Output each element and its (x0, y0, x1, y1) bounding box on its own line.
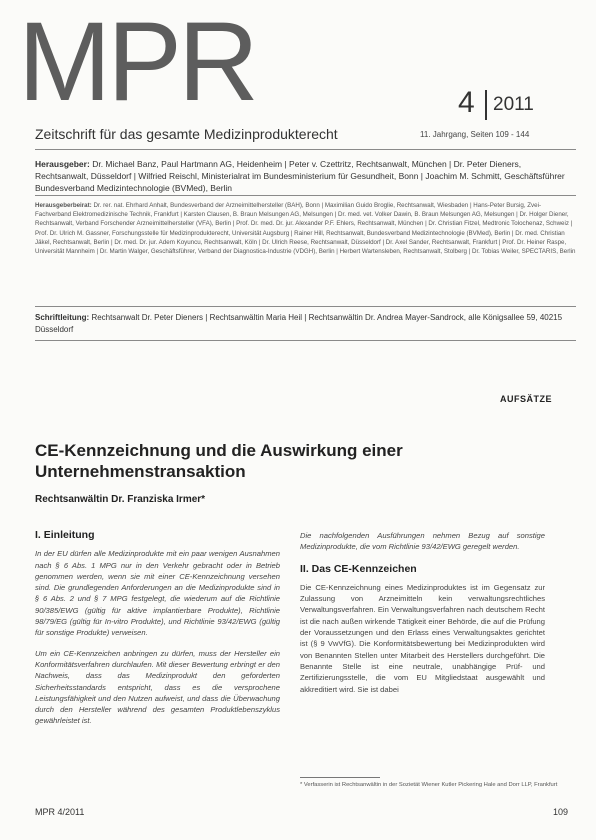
journal-subtitle: Zeitschrift für das gesamte Medizinprodukterecht (35, 126, 338, 142)
footer-journal: MPR 4/2011 (35, 807, 85, 817)
advisory-board-label: Herausgeberbeirat: (35, 202, 92, 209)
footnote-rule (300, 777, 380, 778)
issue-year: 2011 (493, 94, 534, 115)
header-bottom-divider (35, 340, 576, 341)
page-number: 109 (553, 807, 569, 817)
paragraph-3: Die nachfolgenden Ausführungen nehmen Bezug auf sonstige Medizinprodukte, die vom Richtlinie 93/42/EWG geregelt werden. (300, 531, 545, 552)
paragraph-2: Um ein CE-Kennzeichen anbringen zu dürfen, muss der Hersteller ein Konformitätsverfahren durchlaufen. Mit dieser Bewertung erbringt er den Nachweis, dass das Medizinprodukt den geforderten Sicherheitsstandards entspricht, dass es die versprochene Leistungsfähigkeit und den Nutzen aufweist, und dass die Überwachung durch den Hersteller während des gesamten Produktlebenszyklus gewährleistet ist. (35, 648, 280, 726)
issue-badge (458, 86, 576, 122)
journal-logo: MPR (18, 0, 255, 124)
management-block (35, 312, 576, 336)
issue-separator (485, 90, 487, 120)
management-text: Rechtsanwalt Dr. Peter Dieners | Rechtsanwältin Maria Heil | Rechtsanwältin Dr. Andrea Mayer-Sandrock, alle Königsallee 59, 40215 Düsseldorf (35, 313, 563, 334)
left-column (35, 530, 280, 727)
advisory-board-block (35, 201, 576, 256)
paragraph-4: Die CE-Kennzeichnung eines Medizinproduktes ist im Gegensatz zur Zulassung von Arzneimitteln kein verwaltungsrechtliches Verwaltungsverfahren. Ein Verwaltungsverfahren nach deutschem Recht ist die nach außen wirkende Tätigkeit einer Behörde, die auf die Prüfung der Voraussetzungen und den Erlass eines Verwaltungsaktes gerichtet ist (§ 9 VwVfG). Die Konformitätsbewertung bei Medizinprodukten wird von Benannten Stellen unter Mitarbeit des Herstellers durchgeführt. Die Benannte Stelle ist eine neutrale, unabhängige Prüf- und Zertifizierungsstelle, die vom EU Mitgliedstaat ausgewählt und akkreditiert wird. Sie ist dabei (300, 582, 545, 694)
editors-text: Dr. Michael Banz, Paul Hartmann AG, Heidenheim | Peter v. Czettritz, Rechtsanwalt, München | Dr. Peter Dieners, Rechtsanwalt, Düsseldorf | Wilfried Reischl, Ministerialrat im Bundesministerium für Gesundheit, Bonn | Joachim M. Schmitt, Geschäftsführer Bundesverband Medizintechnologie (BVMed), Berlin (35, 159, 565, 193)
board-divider (35, 306, 576, 307)
article-title: CE-Kennzeichnung und die Auswirkung einer Unternehmenstransaktion (35, 441, 403, 481)
advisory-board-text: Dr. rer. nat. Ehrhard Anhalt, Bundesverband der Arzneimittelhersteller (BAH), Bonn | Maximilian Guido Broglie, Rechtsanwalt, Wiesbaden | Hans-Peter Bursig, Zvei-Fachverband Elektromedizinische Technik, Frankfurt | Karsten Clausen, B. Braun Melsungen AG, Melsungen | Dr. med. vet. Volker Dawin, B. Braun Melsungen AG, Melsungen | Dr. Holger Diener, Rechtsanwalt, Verband Forschender Arzneimittelhersteller (VFA), Berlin | Prof. Dr. med. Dr. jur. Alexander P.F. Ehlers, Rechtsanwalt, München | Dr. Christian Fitzel, Medtronic Tolochenaz, Schweiz | Prof. Dr. Ulrich M. Gassner, Forschungsstelle für Medizinprodukterecht, Universität Augsburg | Rainer Hill, Rechtsanwalt, Bundesverband Medizintechnologie (BVMed), Berlin | Dr. med. Christian Jäkel, Rechtsanwalt, Berlin | Dr. med. Dr. jur. Adem Koyuncu, Rechtsanwalt, Köln | Dr. Ulrich Reese, Rechtsanwalt, Düsseldorf | Dr. Axel Sander, Rechtsanwalt, Frankfurt | Prof. Dr. Heiner Raspe, Universität Mannheim | Dr. Martin Walger, Geschäftsführer, Verband der Diagnostica-Industrie (VDGH), Berlin | Herbert Wartensleben, Rechtsanwalt, Stolberg | Dr. Tobias Weiler, SPECTARIS, Berlin (35, 202, 576, 256)
issue-number: 4 (458, 86, 475, 119)
article-author: Rechtsanwältin Dr. Franziska Irmer* (35, 494, 206, 505)
heading-ce-mark: II. Das CE-Kennzeichen (300, 562, 417, 575)
volume-info: 11. Jahrgang, Seiten 109 - 144 (420, 130, 530, 139)
heading-introduction: I. Einleitung (35, 529, 95, 541)
section-label: AUFSÄTZE (500, 394, 552, 404)
editors-divider (35, 195, 576, 196)
right-column (300, 530, 545, 695)
paragraph-1: In der EU dürfen alle Medizinprodukte mit ein paar wenigen Ausnahmen nach § 6 Abs. 1 MPG nur in den Verkehr gebracht oder in Betrieb genommen werden, wenn sie mit einer CE-Kennzeichnung versehen sind. Die grundlegenden Anforderungen an die Medizinprodukte sind in § 6 Abs. 2 und § 7 MPG festgelegt, die wiederum auf die Richtlinie 90/385/EWG (gültig für aktive implantierbare Produkte), Richtlinie 98/79/EG (gültig für In-vitro Produkte), und Richtlinie 93/42/EWG (gültig für sonstige Produkte) verweisen. (35, 549, 280, 638)
management-label: Schriftleitung: (35, 313, 90, 322)
masthead-divider (35, 149, 576, 150)
editors-block (35, 158, 576, 194)
editors-label: Herausgeber: (35, 159, 90, 169)
footnote: * Verfasserin ist Rechtsanwältin in der Sozietät Wiener Kutler Pickering Hale and Dorr LLP, Frankfurt (300, 782, 558, 788)
